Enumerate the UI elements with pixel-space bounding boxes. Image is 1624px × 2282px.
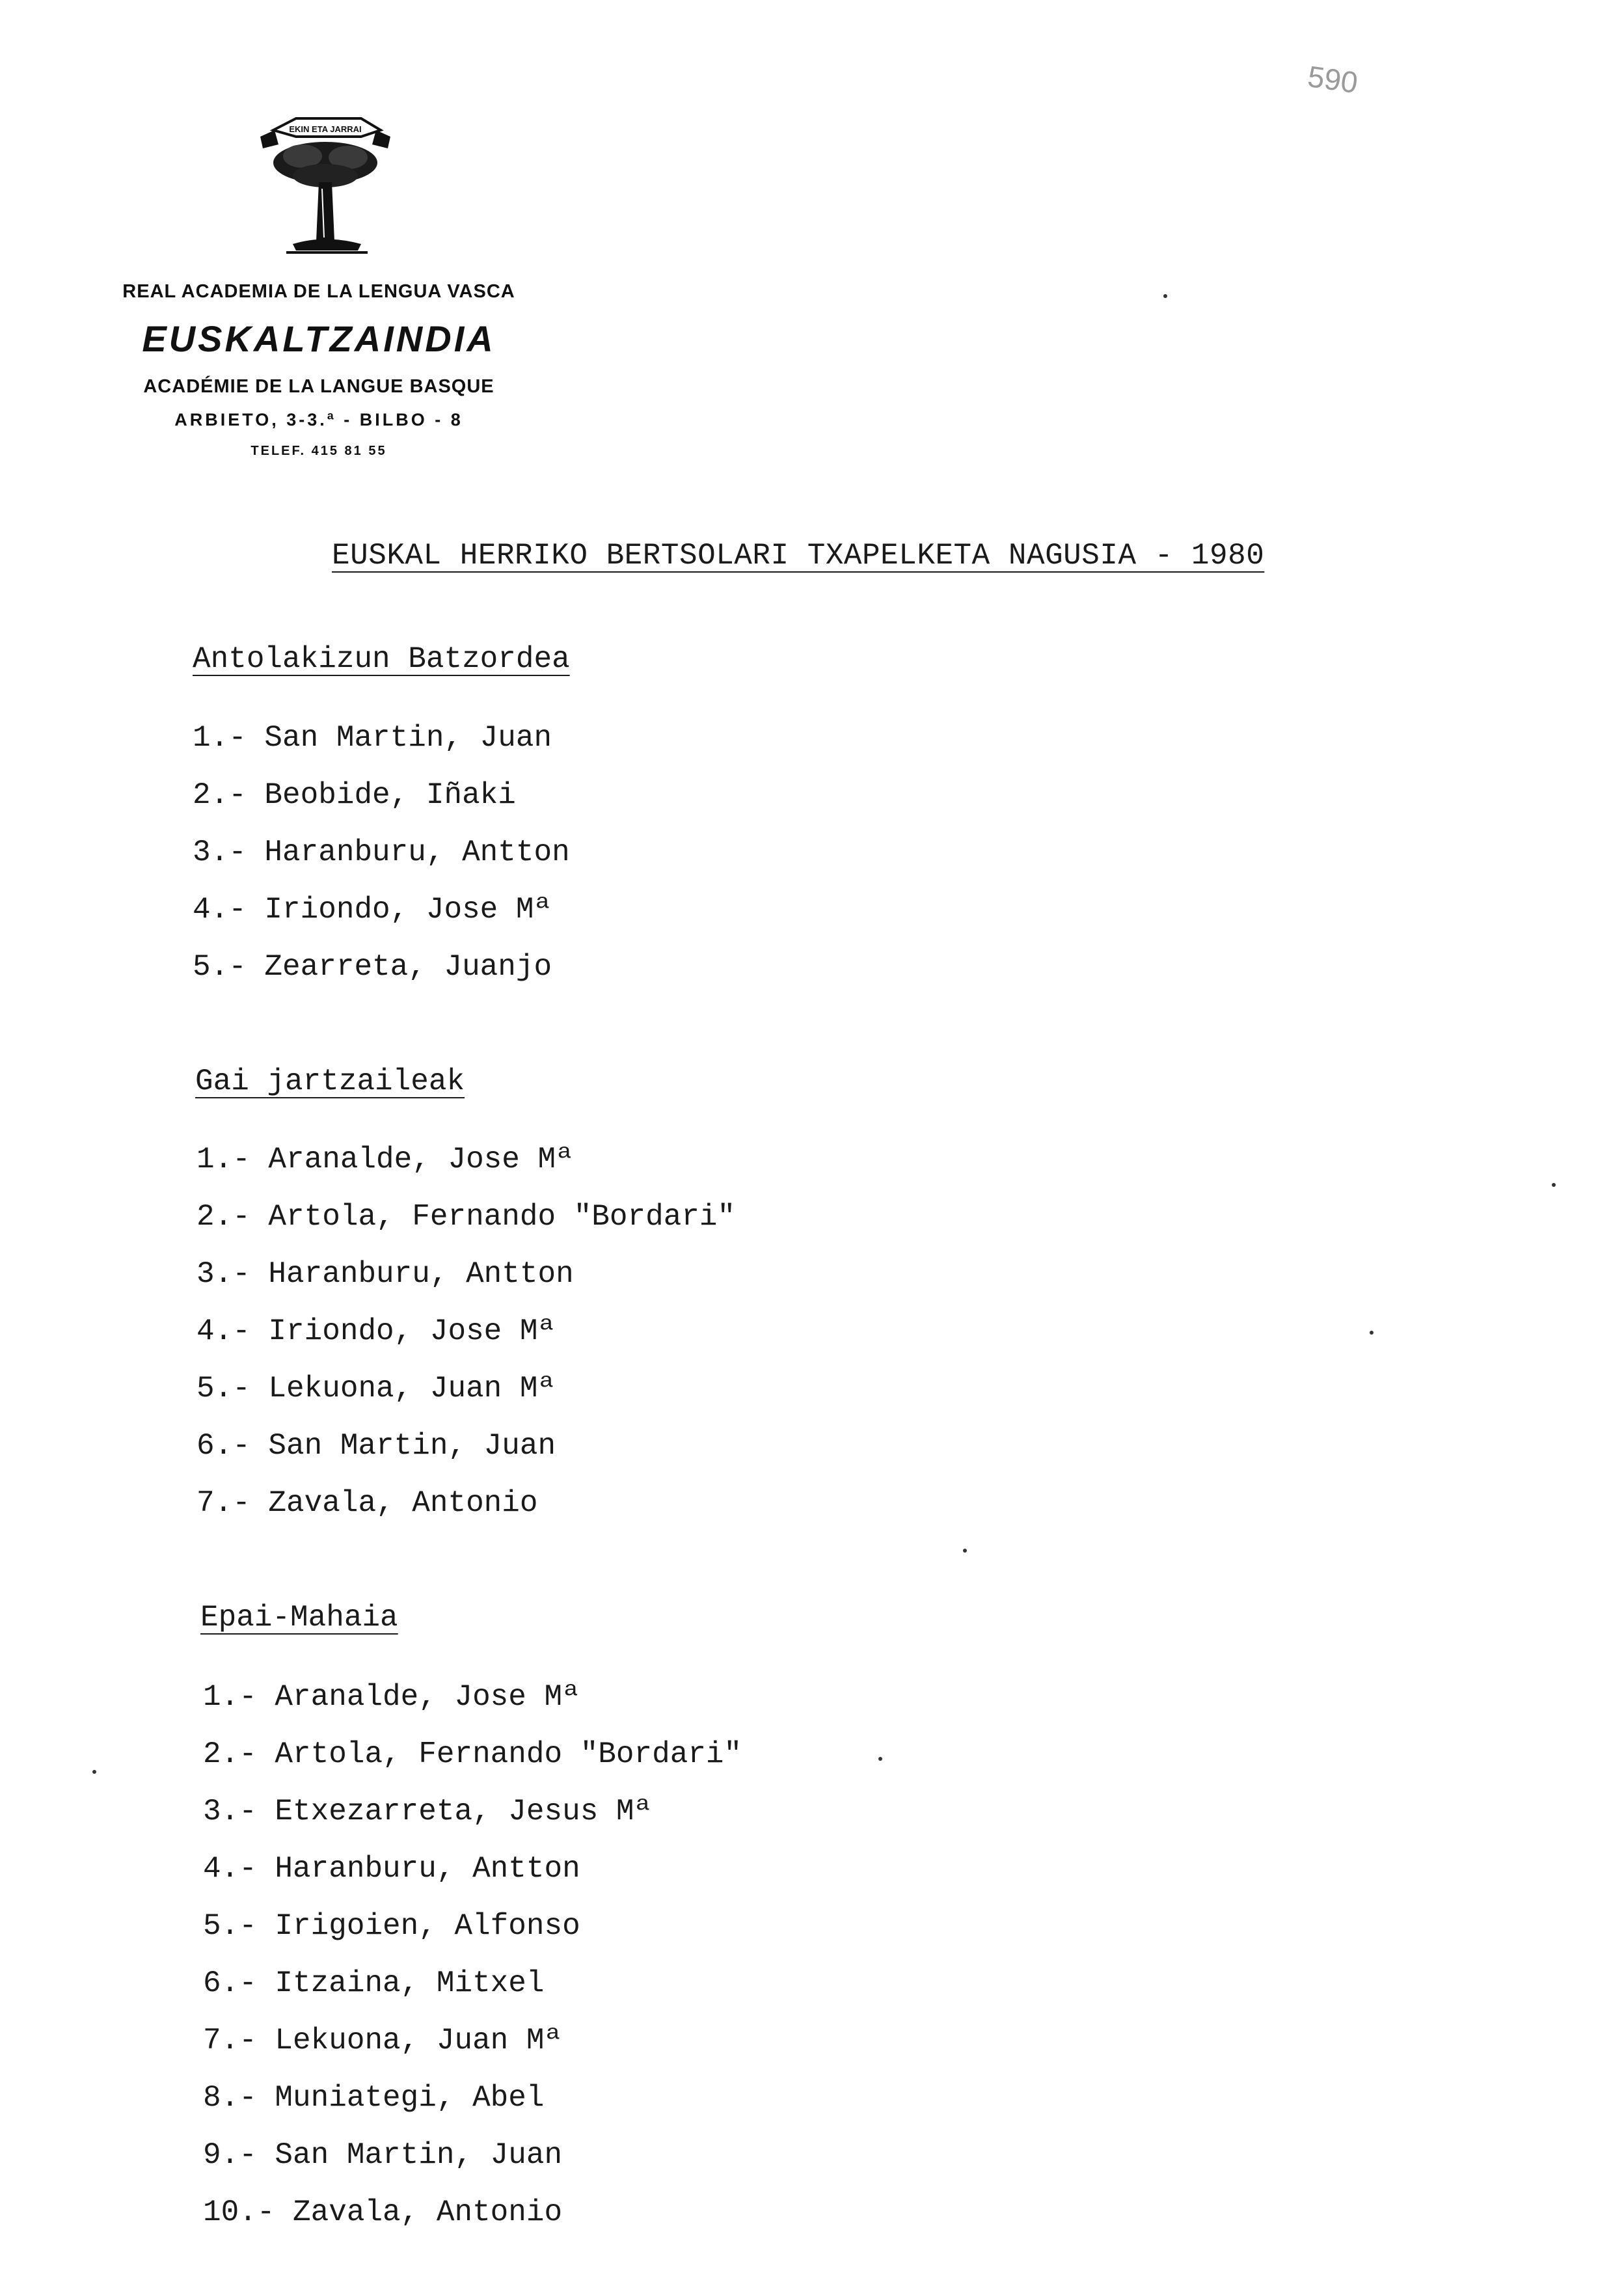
handwritten-page-number: 590 <box>1305 59 1360 100</box>
scan-speck <box>1552 1183 1556 1187</box>
scan-speck <box>1370 1331 1374 1335</box>
list-item: 2.- Artola, Fernando "Bordari" <box>196 1200 736 1234</box>
list-item: 9.- San Martin, Juan <box>203 2138 563 2172</box>
list-item: 3.- Haranburu, Antton <box>196 1257 574 1291</box>
organizing-committee-list <box>193 721 570 1007</box>
scan-speck <box>1163 294 1167 298</box>
list-item: 7.- Zavala, Antonio <box>196 1486 538 1520</box>
list-item: 6.- San Martin, Juan <box>196 1429 556 1463</box>
jury-list <box>203 1680 742 2253</box>
list-item: 4.- Iriondo, Jose Mª <box>193 893 552 927</box>
list-item: 4.- Haranburu, Antton <box>203 1852 580 1886</box>
list-item: 5.- Zearreta, Juanjo <box>193 950 552 984</box>
scan-speck <box>963 1549 967 1553</box>
section-heading-antolakizun: Antolakizun Batzordea <box>193 642 570 676</box>
section-heading-gai-jartzaileak: Gai jartzaileak <box>195 1065 465 1098</box>
letterhead-academy-name: EUSKALTZAINDIA <box>142 318 496 359</box>
topic-setters-list <box>196 1143 735 1543</box>
section-heading-epai-mahaia: Epai-Mahaia <box>200 1601 398 1635</box>
letterhead-french-name: ACADÉMIE DE LA LANGUE BASQUE <box>143 376 494 397</box>
scan-speck <box>92 1770 96 1774</box>
list-item: 8.- Muniategi, Abel <box>203 2081 545 2115</box>
logo-motto: EKIN ETA JARRAI <box>289 124 362 134</box>
academy-tree-logo <box>247 111 403 267</box>
letterhead-address: ARBIETO, 3-3.ª - BILBO - 8 <box>174 410 463 429</box>
list-item: 1.- Aranalde, Jose Mª <box>203 1680 580 1714</box>
list-item: 3.- Haranburu, Antton <box>193 835 570 869</box>
list-item: 5.- Lekuona, Juan Mª <box>196 1372 556 1406</box>
list-item: 1.- Aranalde, Jose Mª <box>196 1143 574 1176</box>
list-item: 2.- Beobide, Iñaki <box>193 778 516 812</box>
document-title: EUSKAL HERRIKO BERTSOLARI TXAPELKETA NAGUSIA - 1980 <box>332 539 1265 573</box>
list-item: 7.- Lekuona, Juan Mª <box>203 2024 563 2058</box>
letterhead-spanish-name: REAL ACADEMIA DE LA LENGUA VASCA <box>122 281 515 302</box>
list-item: 3.- Etxezarreta, Jesus Mª <box>203 1795 653 1828</box>
scan-speck <box>878 1757 882 1761</box>
list-item: 10.- Zavala, Antonio <box>203 2195 563 2229</box>
list-item: 4.- Iriondo, Jose Mª <box>196 1314 556 1348</box>
list-item: 2.- Artola, Fernando "Bordari" <box>203 1737 742 1771</box>
list-item: 1.- San Martin, Juan <box>193 721 552 755</box>
list-item: 5.- Irigoien, Alfonso <box>203 1909 580 1943</box>
list-item: 6.- Itzaina, Mitxel <box>203 1966 545 2000</box>
letterhead-phone: TELEF. 415 81 55 <box>250 444 387 458</box>
